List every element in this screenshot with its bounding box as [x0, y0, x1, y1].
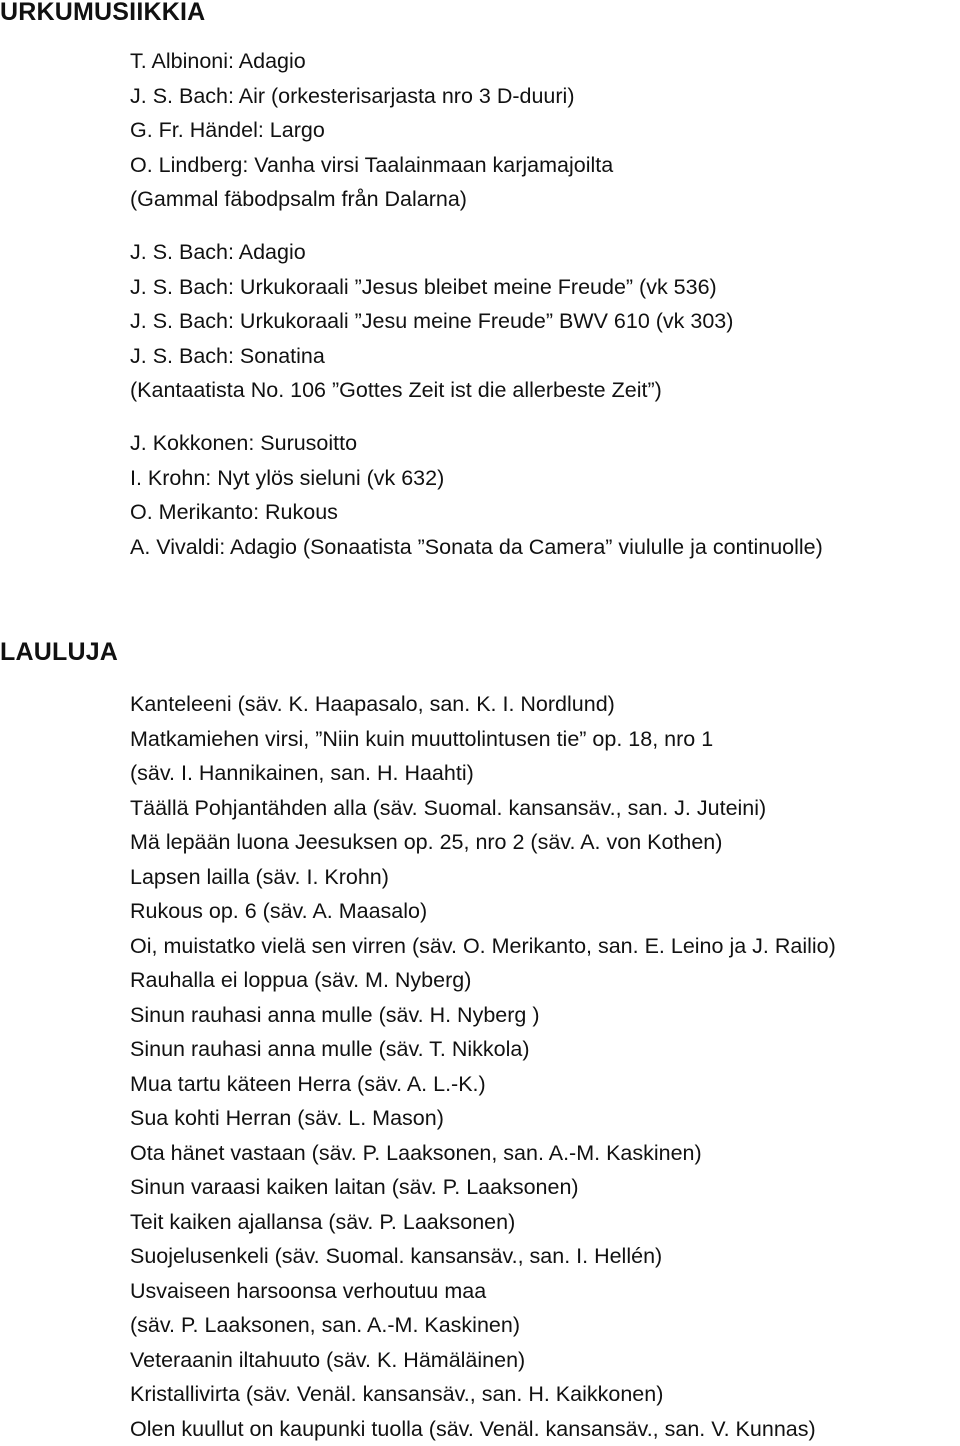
list-item: J. S. Bach: Adagio — [130, 235, 733, 270]
list-item: Olen kuullut on kaupunki tuolla (säv. Venäl. kansansäv., san. V. Kunnas) — [130, 1412, 836, 1446]
list-item: Lapsen lailla (säv. I. Krohn) — [130, 860, 836, 895]
list-item: Kristallivirta (säv. Venäl. kansansäv., san. H. Kaikkonen) — [130, 1377, 836, 1412]
list-item: Mä lepään luona Jeesuksen op. 25, nro 2 (säv. A. von Kothen) — [130, 825, 836, 860]
list-item: (Kantaatista No. 106 ”Gottes Zeit ist die allerbeste Zeit”) — [130, 373, 733, 408]
list-item: (säv. P. Laaksonen, san. A.-M. Kaskinen) — [130, 1308, 836, 1343]
list-item: Teit kaiken ajallansa (säv. P. Laaksonen) — [130, 1205, 836, 1240]
list-item: Sua kohti Herran (säv. L. Mason) — [130, 1101, 836, 1136]
list-item: Suojelusenkeli (säv. Suomal. kansansäv., san. I. Hellén) — [130, 1239, 836, 1274]
list-item: T. Albinoni: Adagio — [130, 44, 613, 79]
list-item: J. Kokkonen: Surusoitto — [130, 426, 823, 461]
list-item: Täällä Pohjantähden alla (säv. Suomal. kansansäv., san. J. Juteini) — [130, 791, 836, 826]
list-item: J. S. Bach: Sonatina — [130, 339, 733, 374]
organ-music-list-group-2 — [130, 235, 733, 408]
list-item: Ota hänet vastaan (säv. P. Laaksonen, san. A.-M. Kaskinen) — [130, 1136, 836, 1171]
list-item: (Gammal fäbodpsalm från Dalarna) — [130, 182, 613, 217]
list-item: Rukous op. 6 (säv. A. Maasalo) — [130, 894, 836, 929]
list-item: Oi, muistatko vielä sen virren (säv. O. Merikanto, san. E. Leino ja J. Railio) — [130, 929, 836, 964]
list-item: O. Merikanto: Rukous — [130, 495, 823, 530]
list-item: Rauhalla ei loppua (säv. M. Nyberg) — [130, 963, 836, 998]
list-item: A. Vivaldi: Adagio (Sonaatista ”Sonata da Camera” viululle ja continuolle) — [130, 530, 823, 565]
list-item: Sinun rauhasi anna mulle (säv. H. Nyberg ) — [130, 998, 836, 1033]
list-item: J. S. Bach: Urkukoraali ”Jesu meine Freude” BWV 610 (vk 303) — [130, 304, 733, 339]
section-heading-urkumusiikkia: URKUMUSIIKKIA — [0, 0, 205, 27]
songs-list — [130, 687, 836, 1446]
section-heading-lauluja: LAULUJA — [0, 637, 118, 667]
list-item: I. Krohn: Nyt ylös sieluni (vk 632) — [130, 461, 823, 496]
list-item: Matkamiehen virsi, ”Niin kuin muuttolintusen tie” op. 18, nro 1 — [130, 722, 836, 757]
list-item: G. Fr. Händel: Largo — [130, 113, 613, 148]
list-item: Sinun rauhasi anna mulle (säv. T. Nikkola) — [130, 1032, 836, 1067]
list-item: J. S. Bach: Urkukoraali ”Jesus bleibet meine Freude” (vk 536) — [130, 270, 733, 305]
list-item: Sinun varaasi kaiken laitan (säv. P. Laaksonen) — [130, 1170, 836, 1205]
list-item: Mua tartu käteen Herra (säv. A. L.-K.) — [130, 1067, 836, 1102]
list-item: Usvaiseen harsoonsa verhoutuu maa — [130, 1274, 836, 1309]
list-item: O. Lindberg: Vanha virsi Taalainmaan karjamajoilta — [130, 148, 613, 183]
list-item: (säv. I. Hannikainen, san. H. Haahti) — [130, 756, 836, 791]
list-item: Veteraanin iltahuuto (säv. K. Hämäläinen) — [130, 1343, 836, 1378]
list-item: J. S. Bach: Air (orkesterisarjasta nro 3 D-duuri) — [130, 79, 613, 114]
list-item: Kanteleeni (säv. K. Haapasalo, san. K. I. Nordlund) — [130, 687, 836, 722]
organ-music-list-group-3 — [130, 426, 823, 564]
organ-music-list-group-1 — [130, 44, 613, 217]
